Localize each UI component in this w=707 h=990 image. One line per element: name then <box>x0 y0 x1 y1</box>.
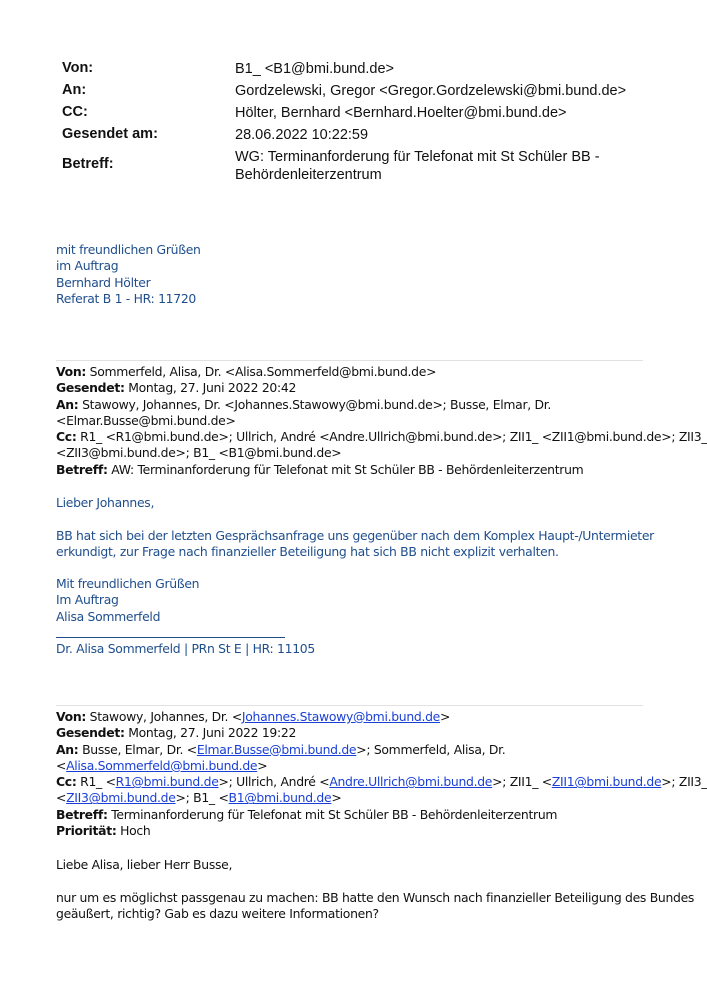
mail3-header: Von: Stawowy, Johannes, Dr. <Johannes.Stawowy@bmi.bund.de> Gesendet: Montag, 27. Juni 2022 19:22 An: Busse, Elmar, Dr. <Elmar.Busse@bmi.bund.de>; Sommerfeld, Alisa, Dr. <Alisa.Sommerfeld@bmi.bund.de> Cc: R1_ <R1@bmi.bund.de>; Ullrich, André <Andre.Ullrich@bmi.bund.de>; ZII1_ <ZII1@bmi.bund.de>; ZII3_ <ZII3@bmi.bund.de>; B1_ <B1@bmi.bund.de> Betreff: Terminanforderung für Telefonat mit St Schüler BB - Behördenleiterzentrum Priorität: Hoch <box>56 709 707 839</box>
email-link[interactable]: B1@bmi.bund.de <box>228 790 332 806</box>
mail3-body: nur um es möglichst passgenau zu machen: BB hatte den Wunsch nach finanzieller Beteiligung des Bundes geäußert, richtig? Gab es dazu weitere Informationen? <box>56 890 695 922</box>
sent-value: 28.06.2022 10:22:59 <box>235 127 369 143</box>
email-link[interactable]: Andre.Ullrich@bmi.bund.de <box>329 774 493 790</box>
signature-line: im Auftrag <box>56 258 119 274</box>
subject-value: WG: Terminanforderung für Telefonat mit St Schüler BB - Behördenleiterzentrum <box>235 149 600 183</box>
mail3-greeting: Liebe Alisa, lieber Herr Busse, <box>56 857 233 872</box>
mail2-greeting: Lieber Johannes, <box>56 495 155 510</box>
from-value: B1_ <B1@bmi.bund.de> <box>235 61 395 77</box>
email-link[interactable]: Johannes.Stawowy@bmi.bund.de <box>241 709 440 724</box>
signature-hoelter <box>56 242 201 307</box>
signature-line: Bernhard Hölter <box>56 274 151 290</box>
to-value: Gordzelewski, Gregor <Gregor.Gordzelewski@bmi.bund.de> <box>235 83 627 99</box>
mail2-body: BB hat sich bei der letzten Gesprächsanfrage uns gegenüber nach dem Komplex Haupt-/Untermieter erkundigt, zur Frage nach finanzieller Beteiligung hat sich BB nicht explizit verhalten. <box>56 528 654 560</box>
from-label: Von: <box>62 60 94 76</box>
cc-value: Hölter, Bernhard <Bernhard.Hoelter@bmi.bund.de> <box>235 105 567 121</box>
subject-label: Betreff: <box>62 156 114 172</box>
cc-label: CC: <box>62 104 88 120</box>
mail2-header: Von: Sommerfeld, Alisa, Dr. <Alisa.Sommerfeld@bmi.bund.de> Gesendet: Montag, 27. Juni 2022 20:42 An: Stawowy, Johannes, Dr. <Johannes.Stawowy@bmi.bund.de>; Busse, Elmar, Dr. <Elmar.Busse@bmi.bund.de> Cc: R1_ <R1@bmi.bund.de>; Ullrich, André <Andre.Ullrich@bmi.bund.de>; ZII1_ <ZII1@bmi.bund.de>; ZII3_ <ZII3@bmi.bund.de>; B1_ <B1@bmi.bund.de> Betreff: AW: Terminanforderung für Telefonat mit St Schüler BB - Behördenleiterzentrum <box>56 364 707 477</box>
email-link[interactable]: ZII3@bmi.bund.de <box>66 790 176 806</box>
divider <box>56 360 643 361</box>
signature-line: Referat B 1 - HR: 11720 <box>56 290 196 306</box>
signature-underline <box>56 637 285 638</box>
sent-label: Gesendet am: <box>62 126 158 142</box>
email-link[interactable]: Alisa.Sommerfeld@bmi.bund.de <box>66 757 258 773</box>
email-link[interactable]: R1@bmi.bund.de <box>115 774 219 790</box>
signature-line: mit freundlichen Grüßen <box>56 242 201 257</box>
email-link[interactable]: ZII1@bmi.bund.de <box>551 774 662 790</box>
mail2-signature: Dr. Alisa Sommerfeld | PRn St E | HR: 11105 <box>56 641 315 656</box>
mail2-closing: Mit freundlichen Grüßen Im Auftrag Alisa Sommerfeld <box>56 576 200 624</box>
to-label: An: <box>62 82 87 98</box>
divider <box>56 705 643 706</box>
email-link[interactable]: Elmar.Busse@bmi.bund.de <box>196 741 357 757</box>
